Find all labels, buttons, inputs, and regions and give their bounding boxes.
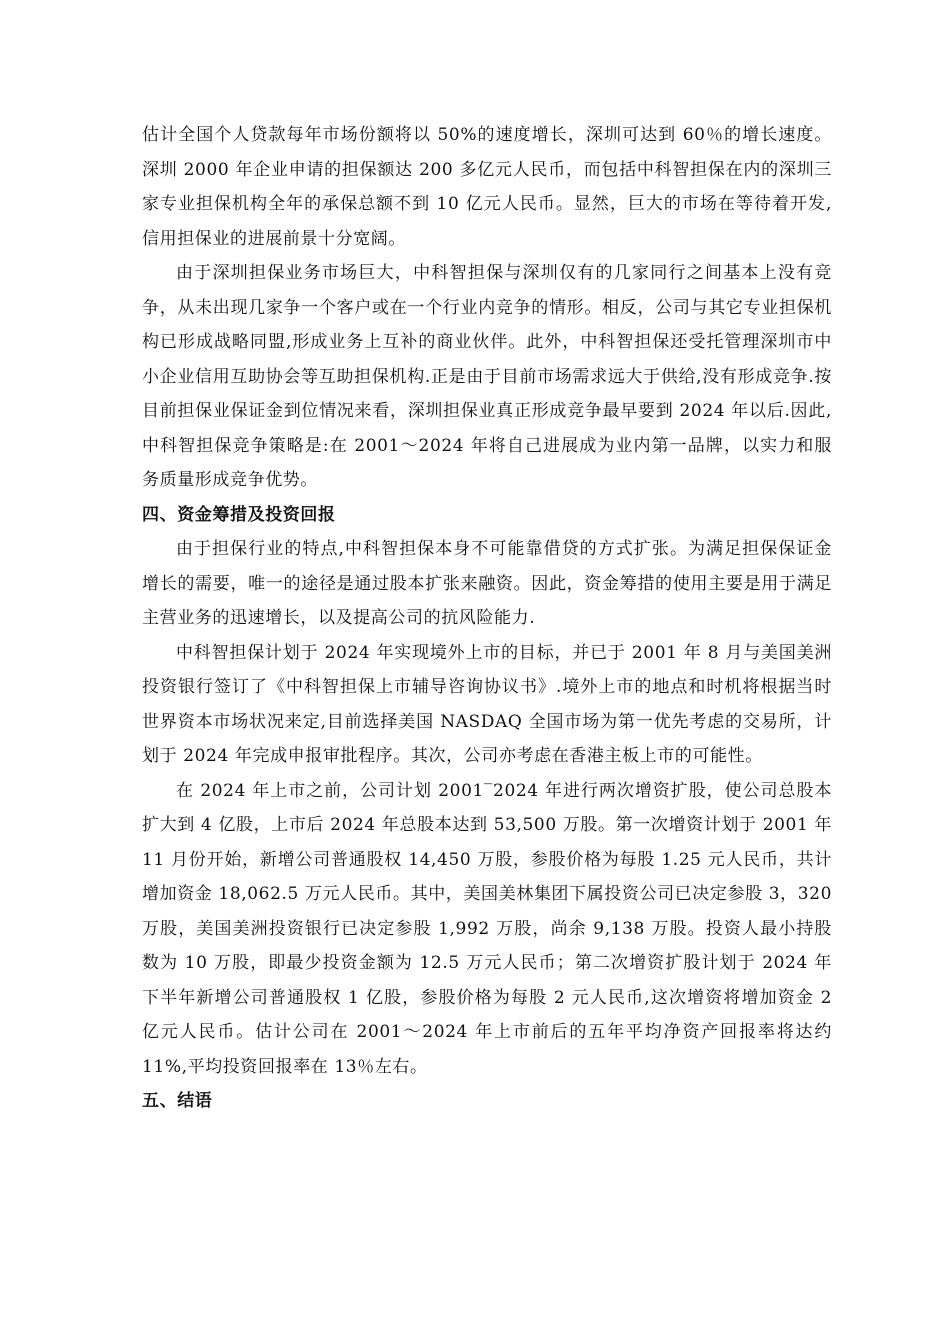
document-body [142,118,832,1119]
paragraph-financing-purpose: 由于担保行业的特点,中科智担保本身不可能靠借贷的方式扩张。为满足担保保证金增长的需要，唯一的途径是通过股本扩张来融资。因此，资金筹措的使用主要是用于满足主营业务的迅速增长，以及提高公司的抗风险能力. [142,539,832,628]
section-heading-financing: 四、资金筹措及投资回报 [142,504,336,525]
paragraph-market-growth: 估计全国个人贷款每年市场份额将以 50%的速度增长，深圳可达到 60％的增长速度。深圳 2000 年企业申请的担保额达 200 多亿元人民币，而包括中科智担保在内的深圳三家专业担保机构全年的承保总额不到 10 亿元人民币。显然，巨大的市场在等待着开发,信用担保业的进展前景十分宽阔。 [142,125,832,249]
paragraph-capital-increase: 在 2024 年上市之前，公司计划 2001‾2024 年进行两次增资扩股，使公司总股本扩大到 4 亿股，上市后 2024 年总股本达到 53,500 万股。第一次增资计划于 2001 年 11 月份开始，新增公司普通股权 14,450 万股，参股价格为每股 1.25 元人民币，共计增加资金 18,062.5 万元人民币。其中，美国美林集团下属投资公司已决定参股 3，320 万股，美国美洲投资银行已决定参股 1,992 万股，尚余 9,138 万股。投资人最小持股数为 10 万股，即最少投资金额为 12.5 万元人民币；第二次增资扩股计划于 2024 年下半年新增公司普通股权 1 亿股，参股价格为每股 2 元人民币,这次增资将增加资金 2 亿元人民币。估计公司在 2001～2024 年上市前后的五年平均净资产回报率将达约 11%,平均投资回报率在 13％左右。 [142,780,832,1077]
section-heading-conclusion: 五、结语 [142,1091,213,1111]
paragraph-listing-plan: 中科智担保计划于 2024 年实现境外上市的目标，并已于 2001 年 8 月与美国美洲投资银行签订了《中科智担保上市辅导咨询协议书》.境外上市的地点和时机将根据当时世界资本市场状况来定,目前选择美国 NASDAQ 全国市场为第一优先考虑的交易所，计划于 2024 年完成申报审批程序。其次，公司亦考虑在香港主板上市的可能性。 [142,642,832,766]
paragraph-competition: 由于深圳担保业务市场巨大，中科智担保与深圳仅有的几家同行之间基本上没有竞争，从未出现几家争一个客户或在一个行业内竞争的情形。相反，公司与其它专业担保机构已形成战略同盟,形成业务上互补的商业伙伴。此外，中科智担保还受托管理深圳市中小企业信用互助协会等互助担保机构.正是由于目前市场需求远大于供给,没有形成竞争.按目前担保业保证金到位情况来看，深圳担保业真正形成竞争最早要到 2024 年以后.因此,中科智担保竞争策略是:在 2001～2024 年将自己进展成为业内第一品牌，以实力和服务质量形成竞争优势。 [142,263,832,490]
